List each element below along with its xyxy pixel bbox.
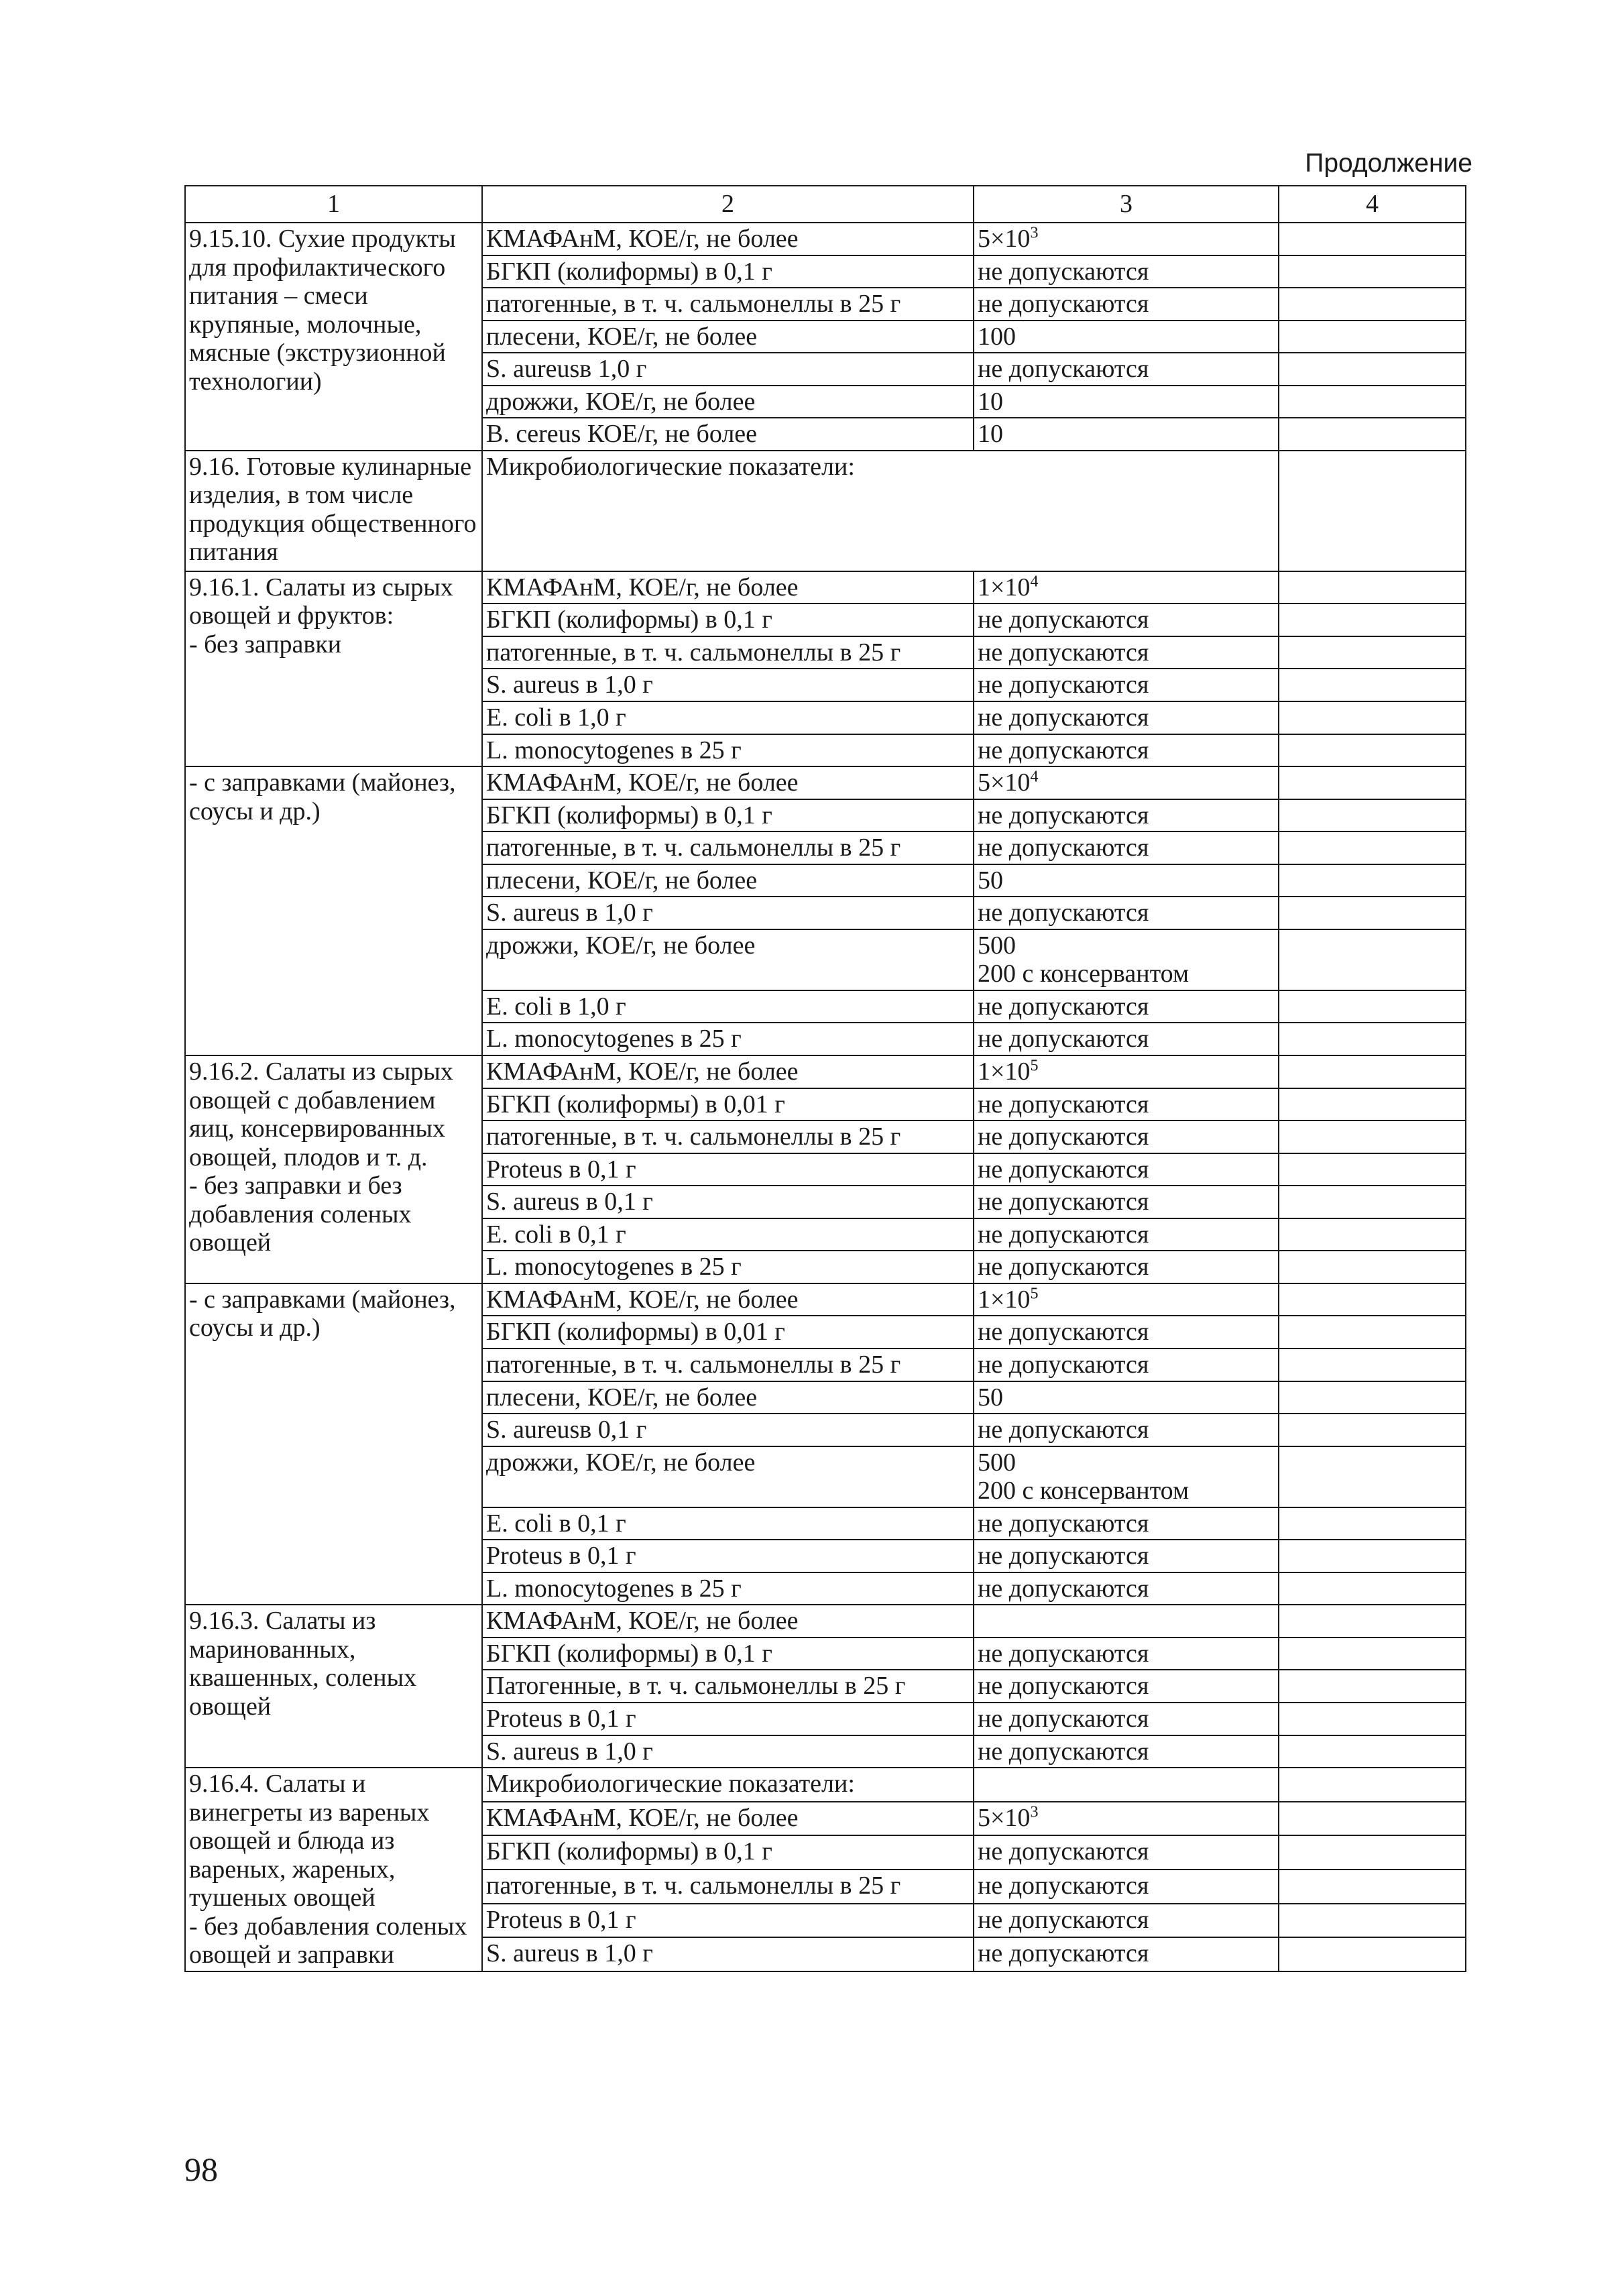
indicator-cell: КМАФАнМ, КОЕ/г, не более — [482, 223, 974, 255]
empty-cell — [1279, 990, 1466, 1023]
indicator-cell: S. aureus в 1,0 г — [482, 1937, 974, 1971]
norm-cell: не допускаются — [974, 1251, 1279, 1283]
table-row — [185, 766, 1466, 799]
norm-cell: не допускаются — [974, 255, 1279, 288]
indicator-cell: КМАФАнМ, КОЕ/г, не более — [482, 1055, 974, 1088]
norm-value: 5×10 — [978, 225, 1031, 253]
empty-cell — [1279, 1703, 1466, 1735]
product-cell: 9.16. Готовые кулинарные изделия, в том числе продукция общественного питания — [185, 451, 482, 571]
norm-cell: 100 — [974, 321, 1279, 353]
indicator-cell: патогенные, в т. ч. сальмонеллы в 25 г — [482, 831, 974, 864]
empty-cell — [1279, 1507, 1466, 1540]
product-cell: 9.16.1. Салаты из сырых овощей и фруктов: - без заправки — [185, 571, 482, 766]
empty-cell — [1279, 929, 1466, 990]
indicator-cell: Proteus в 0,1 г — [482, 1904, 974, 1938]
empty-cell — [1279, 223, 1466, 255]
table-row — [185, 1283, 1466, 1316]
indicator-cell: плесени, КОЕ/г, не более — [482, 321, 974, 353]
norm-cell: не допускаются — [974, 353, 1279, 386]
norm-value: 1×10 — [978, 1057, 1031, 1086]
norm-cell — [974, 1283, 1279, 1316]
empty-cell — [1279, 1572, 1466, 1605]
norm-cell: 500 200 с консервантом — [974, 1446, 1279, 1507]
indicator-cell: L. monocytogenes в 25 г — [482, 1023, 974, 1055]
indicator-cell: БГКП (колиформы) в 0,01 г — [482, 1316, 974, 1348]
indicator-cell: патогенные, в т. ч. сальмонеллы в 25 г — [482, 1348, 974, 1381]
norm-cell: не допускаются — [974, 1703, 1279, 1735]
norm-cell: не допускаются — [974, 1218, 1279, 1251]
indicator-cell: КМАФАнМ, КОЕ/г, не более — [482, 1802, 974, 1836]
indicator-cell: E. coli в 0,1 г — [482, 1507, 974, 1540]
norm-cell — [974, 766, 1279, 799]
indicator-cell: E. coli в 1,0 г — [482, 990, 974, 1023]
norm-cell: 10 — [974, 386, 1279, 418]
empty-cell — [1279, 1153, 1466, 1186]
indicator-cell: S. aureusв 1,0 г — [482, 353, 974, 386]
indicator-cell: E. coli в 1,0 г — [482, 701, 974, 734]
indicator-cell: плесени, КОЕ/г, не более — [482, 1381, 974, 1414]
empty-cell — [1279, 1735, 1466, 1768]
empty-cell — [1279, 1670, 1466, 1703]
norm-cell: не допускаются — [974, 1316, 1279, 1348]
norm-cell: 50 — [974, 864, 1279, 897]
indicator-cell: патогенные, в т. ч. сальмонеллы в 25 г — [482, 1870, 974, 1904]
indicator-cell: плесени, КОЕ/г, не более — [482, 864, 974, 897]
norm-cell — [974, 1605, 1279, 1638]
empty-cell — [1279, 1414, 1466, 1446]
empty-cell — [1279, 1605, 1466, 1638]
norm-cell: не допускаются — [974, 669, 1279, 701]
empty-cell — [1279, 1904, 1466, 1938]
norm-value: 5×10 — [978, 768, 1031, 797]
norm-exponent: 5 — [1030, 1057, 1039, 1075]
norm-exponent: 5 — [1030, 1285, 1039, 1303]
norm-exponent: 4 — [1030, 573, 1039, 591]
empty-cell — [1279, 1768, 1466, 1802]
empty-cell — [1279, 1870, 1466, 1904]
norm-cell: не допускаются — [974, 1348, 1279, 1381]
empty-cell — [1279, 571, 1466, 604]
norm-exponent: 3 — [1030, 224, 1039, 242]
table-row — [185, 1605, 1466, 1638]
indicator-cell: КМАФАнМ, КОЕ/г, не более — [482, 571, 974, 604]
empty-cell — [1279, 255, 1466, 288]
indicator-cell: БГКП (колиформы) в 0,1 г — [482, 255, 974, 288]
empty-cell — [1279, 321, 1466, 353]
indicator-cell: L. monocytogenes в 25 г — [482, 1572, 974, 1605]
product-cell: 9.15.10. Сухие продукты для профилактического питания – смеси крупяные, молочные, мясные (экструзионной технологии) — [185, 223, 482, 451]
table-row — [185, 451, 1466, 571]
empty-cell — [1279, 1218, 1466, 1251]
indicator-cell: Патогенные, в т. ч. сальмонеллы в 25 г — [482, 1670, 974, 1703]
empty-cell — [1279, 1023, 1466, 1055]
table-row — [185, 1055, 1466, 1088]
empty-cell — [1279, 734, 1466, 767]
indicator-cell: дрожжи, КОЕ/г, не более — [482, 386, 974, 418]
empty-cell — [1279, 669, 1466, 701]
norm-cell: не допускаются — [974, 1186, 1279, 1218]
indicator-cell: S. aureus в 0,1 г — [482, 1186, 974, 1218]
indicator-cell: Микробиологические показатели: — [482, 1768, 974, 1802]
norm-cell: 10 — [974, 418, 1279, 451]
column-header: 1 — [185, 186, 482, 223]
norm-cell — [974, 571, 1279, 604]
column-header: 4 — [1279, 186, 1466, 223]
indicator-cell: БГКП (колиформы) в 0,1 г — [482, 604, 974, 636]
norm-cell: не допускаются — [974, 636, 1279, 669]
empty-cell — [1279, 1088, 1466, 1121]
table-row — [185, 1768, 1466, 1802]
empty-cell — [1279, 1381, 1466, 1414]
norm-cell — [974, 1768, 1279, 1802]
indicator-cell: патогенные, в т. ч. сальмонеллы в 25 г — [482, 1121, 974, 1153]
product-cell: 9.16.4. Салаты и винегреты из вареных овощей и блюда из вареных, жареных, тушеных овощей - без добавления соленых овощей и заправки — [185, 1768, 482, 1971]
indicator-cell: E. coli в 0,1 г — [482, 1218, 974, 1251]
indicator-cell: Proteus в 0,1 г — [482, 1540, 974, 1572]
indicator-cell: БГКП (колиформы) в 0,1 г — [482, 1638, 974, 1670]
norm-cell: не допускаются — [974, 734, 1279, 767]
empty-cell — [1279, 1283, 1466, 1316]
empty-cell — [1279, 1251, 1466, 1283]
indicator-cell: КМАФАнМ, КОЕ/г, не более — [482, 766, 974, 799]
indicator-cell: патогенные, в т. ч. сальмонеллы в 25 г — [482, 288, 974, 321]
empty-cell — [1279, 1937, 1466, 1971]
product-cell: 9.16.2. Салаты из сырых овощей с добавлением яиц, консервированных овощей, плодов и т. д. - без заправки и без добавления соленых овощей — [185, 1055, 482, 1283]
empty-cell — [1279, 1446, 1466, 1507]
empty-cell — [1279, 418, 1466, 451]
empty-cell — [1279, 1186, 1466, 1218]
empty-cell — [1279, 1802, 1466, 1836]
indicator-cell: S. aureus в 1,0 г — [482, 669, 974, 701]
norm-value: 1×10 — [978, 573, 1031, 601]
empty-cell — [1279, 1121, 1466, 1153]
empty-cell — [1279, 604, 1466, 636]
indicator-cell: патогенные, в т. ч. сальмонеллы в 25 г — [482, 636, 974, 669]
empty-cell — [1279, 1835, 1466, 1870]
empty-cell — [1279, 386, 1466, 418]
norm-cell — [974, 1055, 1279, 1088]
requirements-table — [184, 185, 1466, 1972]
empty-cell — [1279, 701, 1466, 734]
indicator-cell: БГКП (колиформы) в 0,1 г — [482, 1835, 974, 1870]
empty-cell — [1279, 1638, 1466, 1670]
indicator-cell: БГКП (колиформы) в 0,01 г — [482, 1088, 974, 1121]
product-cell: 9.16.3. Салаты из маринованных, квашенных, соленых овощей — [185, 1605, 482, 1768]
norm-cell: не допускаются — [974, 701, 1279, 734]
table-header-row — [185, 186, 1466, 223]
table-row — [185, 571, 1466, 604]
indicator-cell: дрожжи, КОЕ/г, не более — [482, 1446, 974, 1507]
norm-cell — [974, 223, 1279, 255]
indicator-cell: S. aureusв 0,1 г — [482, 1414, 974, 1446]
norm-cell: не допускаются — [974, 897, 1279, 929]
norm-cell: не допускаются — [974, 1870, 1279, 1904]
empty-cell — [1279, 288, 1466, 321]
indicator-cell: дрожжи, КОЕ/г, не более — [482, 929, 974, 990]
norm-cell: не допускаются — [974, 990, 1279, 1023]
column-header: 3 — [974, 186, 1279, 223]
continuation-label: Продолжение — [1305, 149, 1472, 178]
empty-cell — [1279, 799, 1466, 832]
norm-cell: не допускаются — [974, 1153, 1279, 1186]
norm-cell: не допускаются — [974, 1507, 1279, 1540]
norm-cell: не допускаются — [974, 1904, 1279, 1938]
column-header: 2 — [482, 186, 974, 223]
norm-cell: 500 200 с консервантом — [974, 929, 1279, 990]
empty-cell — [1279, 1316, 1466, 1348]
table-row — [185, 223, 1466, 255]
empty-cell — [1279, 451, 1466, 571]
norm-cell: не допускаются — [974, 1937, 1279, 1971]
empty-cell — [1279, 1348, 1466, 1381]
indicator-cell: L. monocytogenes в 25 г — [482, 734, 974, 767]
norm-cell: не допускаются — [974, 831, 1279, 864]
product-cell: - с заправками (майонез, соусы и др.) — [185, 766, 482, 1055]
empty-cell — [1279, 636, 1466, 669]
norm-exponent: 3 — [1030, 1803, 1039, 1821]
norm-cell: не допускаются — [974, 1088, 1279, 1121]
indicator-cell: КМАФАнМ, КОЕ/г, не более — [482, 1605, 974, 1638]
norm-cell: не допускаются — [974, 1121, 1279, 1153]
empty-cell — [1279, 766, 1466, 799]
norm-cell: 50 — [974, 1381, 1279, 1414]
indicator-cell: S. aureus в 1,0 г — [482, 1735, 974, 1768]
section-note-cell: Микробиологические показатели: — [482, 451, 1279, 571]
norm-cell: не допускаются — [974, 1835, 1279, 1870]
indicator-cell: Proteus в 0,1 г — [482, 1703, 974, 1735]
indicator-cell: S. aureus в 1,0 г — [482, 897, 974, 929]
norm-cell — [974, 1802, 1279, 1836]
empty-cell — [1279, 1540, 1466, 1572]
norm-cell: не допускаются — [974, 1735, 1279, 1768]
norm-cell: не допускаются — [974, 1572, 1279, 1605]
indicator-cell: КМАФАнМ, КОЕ/г, не более — [482, 1283, 974, 1316]
empty-cell — [1279, 897, 1466, 929]
indicator-cell: B. cereus КОЕ/г, не более — [482, 418, 974, 451]
norm-cell: не допускаются — [974, 1414, 1279, 1446]
empty-cell — [1279, 353, 1466, 386]
norm-value: 5×10 — [978, 1803, 1031, 1832]
empty-cell — [1279, 864, 1466, 897]
indicator-cell: L. monocytogenes в 25 г — [482, 1251, 974, 1283]
norm-cell: не допускаются — [974, 799, 1279, 832]
indicator-cell: БГКП (колиформы) в 0,1 г — [482, 799, 974, 832]
indicator-cell: Proteus в 0,1 г — [482, 1153, 974, 1186]
product-cell: - с заправками (майонез, соусы и др.) — [185, 1283, 482, 1605]
empty-cell — [1279, 1055, 1466, 1088]
norm-cell: не допускаются — [974, 1540, 1279, 1572]
norm-cell: не допускаются — [974, 1638, 1279, 1670]
norm-cell: не допускаются — [974, 604, 1279, 636]
norm-cell: не допускаются — [974, 1023, 1279, 1055]
norm-value: 1×10 — [978, 1285, 1031, 1314]
page-number: 98 — [184, 2150, 218, 2188]
empty-cell — [1279, 831, 1466, 864]
norm-exponent: 4 — [1030, 768, 1039, 786]
norm-cell: не допускаются — [974, 288, 1279, 321]
norm-cell: не допускаются — [974, 1670, 1279, 1703]
